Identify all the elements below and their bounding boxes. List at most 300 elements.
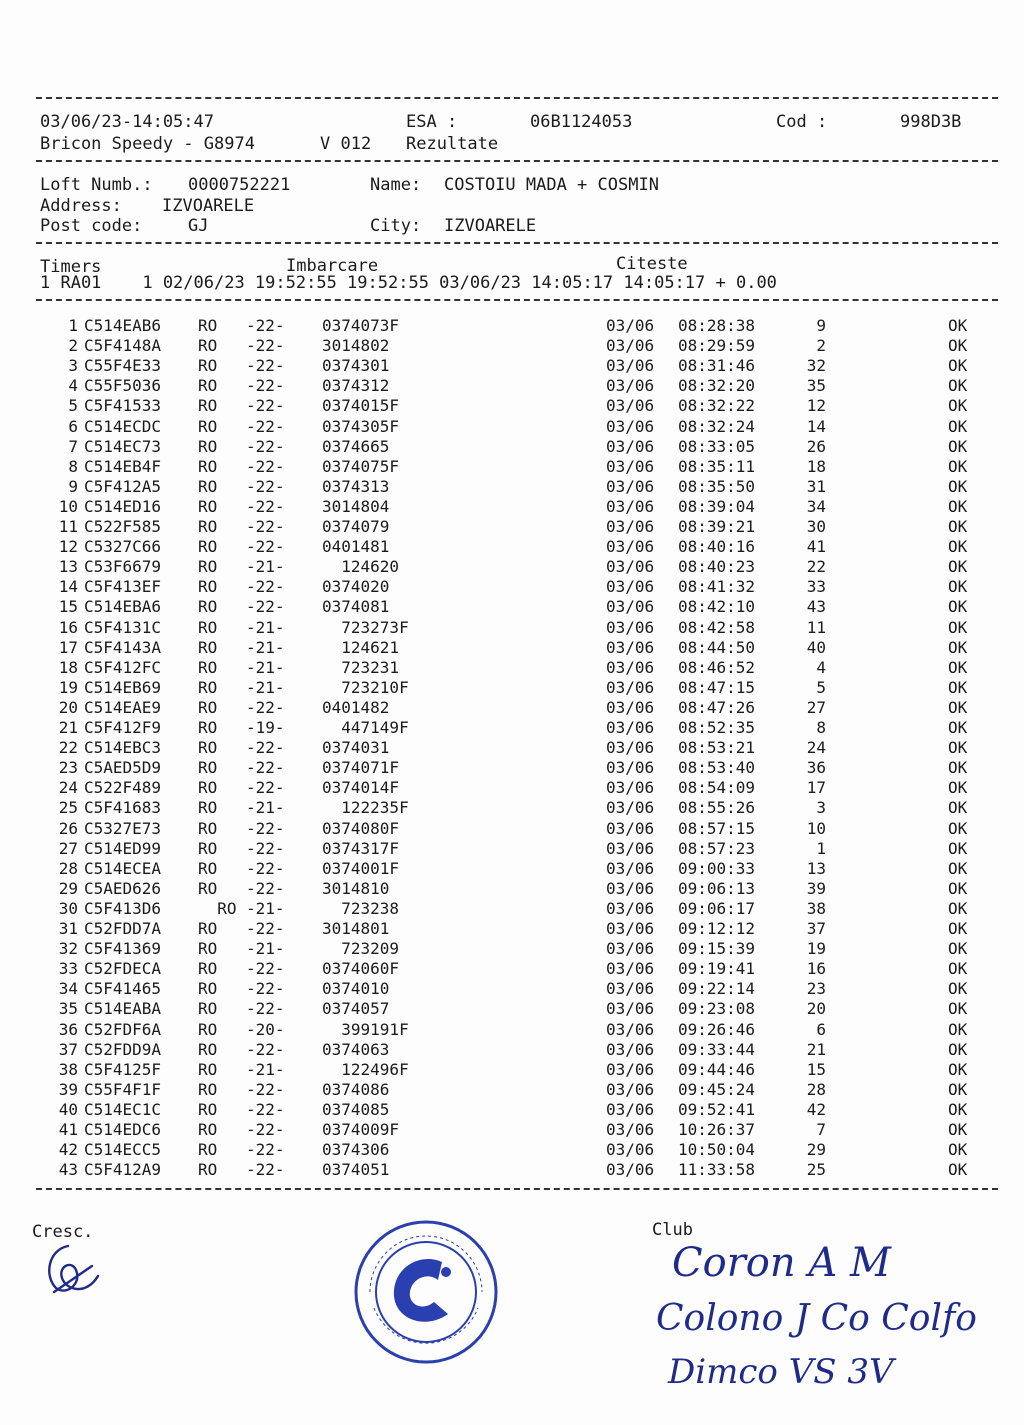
- country-code: RO: [198, 617, 218, 637]
- arrival-time: 08:57:15: [678, 818, 756, 838]
- ring-number: 0374010: [322, 979, 390, 999]
- table-row: [0, 778, 1024, 798]
- bird-rank: 21: [58, 718, 78, 737]
- basket-position: 6: [816, 1019, 826, 1039]
- table-row: [0, 477, 1024, 497]
- ring-year: -21-: [246, 1059, 285, 1079]
- status-text: OK: [948, 1099, 968, 1119]
- bird-rank: 16: [58, 617, 78, 637]
- cresc-label: Cresc.: [32, 1222, 94, 1242]
- arrival-time: 09:22:14: [678, 979, 756, 999]
- country-code: RO: [198, 637, 218, 657]
- table-row: [0, 336, 1024, 356]
- ring-year: -20-: [246, 1019, 285, 1039]
- country-code: RO: [198, 657, 218, 677]
- country-code: RO: [198, 336, 218, 356]
- arrival-date: 03/06: [606, 1099, 655, 1119]
- ring-year: -22-: [246, 778, 285, 798]
- ring-number: 0374312: [322, 376, 390, 396]
- ring-code: C5F412FC: [84, 657, 162, 677]
- table-row: [0, 597, 1024, 617]
- ring-year: -21-: [246, 939, 285, 959]
- table-row: [0, 577, 1024, 597]
- table-row: [0, 758, 1024, 778]
- basket-position: 17: [806, 778, 826, 798]
- ring-code: C53F6679: [84, 557, 162, 577]
- arrival-date: 03/06: [606, 396, 655, 416]
- basket-position: 28: [806, 1079, 826, 1099]
- bird-rank: 37: [58, 1039, 78, 1059]
- cod-value: 998D3B: [900, 112, 962, 132]
- basket-position: 38: [806, 898, 826, 918]
- separator-line: [36, 97, 998, 99]
- table-row: [0, 537, 1024, 557]
- ring-code: C5AED5D9: [84, 758, 162, 778]
- table-row: [0, 939, 1024, 959]
- ring-code: C52FDECA: [84, 959, 162, 979]
- country-code: RO: [198, 838, 218, 858]
- basket-position: 26: [806, 436, 826, 456]
- ring-code: C522F585: [84, 517, 162, 536]
- ring-year: -22-: [246, 858, 285, 878]
- arrival-time: 09:44:46: [678, 1059, 756, 1079]
- ring-year: -22-: [246, 316, 285, 335]
- ring-code: C5F41465: [84, 979, 162, 999]
- basket-position: 19: [806, 939, 826, 959]
- arrival-time: 11:33:58: [678, 1160, 756, 1180]
- country-code: RO: [198, 677, 218, 697]
- bird-rank: 7: [68, 436, 78, 456]
- ring-year: -21-: [246, 677, 285, 697]
- status-text: OK: [948, 577, 968, 597]
- arrival-time: 09:33:44: [678, 1039, 756, 1059]
- arrival-time: 08:41:32: [678, 577, 756, 597]
- status-text: OK: [948, 557, 968, 577]
- basket-position: 40: [806, 637, 826, 657]
- ring-number: 723273F: [322, 617, 409, 637]
- bird-rank: 17: [58, 637, 78, 657]
- ring-code: C514EDC6: [84, 1120, 162, 1139]
- city-label: City:: [370, 216, 422, 236]
- arrival-time: 09:26:46: [678, 1019, 756, 1039]
- bird-rank: 3: [68, 356, 78, 376]
- status-text: OK: [948, 316, 968, 335]
- report-type: Rezultate: [406, 134, 499, 154]
- basket-position: 34: [806, 496, 826, 516]
- ring-code: C514EB4F: [84, 456, 162, 476]
- postcode-value: GJ: [188, 216, 209, 236]
- arrival-time: 08:32:24: [678, 416, 756, 436]
- basket-position: 7: [816, 1120, 826, 1139]
- country-code: RO: [198, 496, 218, 516]
- country-code: RO: [198, 738, 218, 758]
- table-row: [0, 457, 1024, 477]
- ring-code: C5AED626: [84, 878, 162, 898]
- ring-code: C5F41369: [84, 939, 162, 959]
- table-row: [0, 417, 1024, 437]
- country-code: RO: [198, 858, 218, 878]
- arrival-date: 03/06: [606, 798, 655, 818]
- ring-year: -22-: [246, 758, 285, 778]
- basket-position: 10: [806, 818, 826, 838]
- bird-rank: 1: [68, 316, 78, 335]
- status-text: OK: [948, 597, 968, 617]
- bird-rank: 15: [58, 597, 78, 617]
- ring-number: 0374306: [322, 1140, 390, 1160]
- ring-number: 124621: [322, 637, 400, 657]
- basket-position: 37: [806, 919, 826, 938]
- arrival-time: 08:32:22: [678, 396, 756, 416]
- basket-position: 15: [806, 1059, 826, 1079]
- table-row: [0, 1120, 1024, 1140]
- country-code: RO: [198, 939, 218, 959]
- arrival-time: 10:50:04: [678, 1140, 756, 1160]
- device-version: V 012: [320, 134, 372, 154]
- status-text: OK: [948, 657, 968, 677]
- basket-position: 42: [806, 1099, 826, 1119]
- print-datetime: 03/06/23-14:05:47: [40, 112, 214, 132]
- basket-position: 36: [806, 758, 826, 778]
- country-code: RO: [198, 517, 218, 536]
- status-text: OK: [948, 758, 968, 778]
- table-row: [0, 919, 1024, 939]
- bird-rank: 34: [58, 979, 78, 999]
- ring-number: 0374085: [322, 1099, 390, 1119]
- table-row: [0, 1040, 1024, 1060]
- table-row: [0, 396, 1024, 416]
- arrival-date: 03/06: [606, 436, 655, 456]
- club-stamp-icon: [350, 1216, 502, 1368]
- arrival-date: 03/06: [606, 637, 655, 657]
- bird-rank: 27: [58, 838, 78, 858]
- arrival-date: 03/06: [606, 979, 655, 999]
- status-text: OK: [948, 999, 968, 1019]
- ring-year: -22-: [246, 1160, 285, 1180]
- table-row: [0, 819, 1024, 839]
- ring-year: -21-: [246, 798, 285, 818]
- bird-rank: 5: [68, 396, 78, 416]
- bird-rank: 26: [58, 818, 78, 838]
- imbarcare-label: Imbarcare: [286, 256, 379, 276]
- arrival-time: 08:33:05: [678, 436, 756, 456]
- ring-number: 0374020: [322, 577, 390, 597]
- bird-rank: 36: [58, 1019, 78, 1039]
- arrival-date: 03/06: [606, 597, 655, 617]
- arrival-time: 08:55:26: [678, 798, 756, 818]
- bird-rank: 10: [58, 496, 78, 516]
- ring-year: -22-: [246, 1099, 285, 1119]
- table-row: [0, 356, 1024, 376]
- ring-number: 0401482: [322, 697, 390, 717]
- ring-year: -22-: [246, 436, 285, 456]
- table-row: [0, 658, 1024, 678]
- basket-position: 4: [816, 657, 826, 677]
- address-label: Address:: [40, 196, 122, 216]
- arrival-date: 03/06: [606, 1039, 655, 1059]
- arrival-date: 03/06: [606, 858, 655, 878]
- ring-number: 0374063: [322, 1039, 390, 1059]
- status-text: OK: [948, 939, 968, 959]
- arrival-date: 03/06: [606, 517, 655, 536]
- ring-year: -22-: [246, 476, 285, 496]
- basket-position: 13: [806, 858, 826, 878]
- table-row: [0, 1160, 1024, 1180]
- basket-position: 35: [806, 376, 826, 396]
- bird-rank: 35: [58, 999, 78, 1019]
- ring-number: 723209: [322, 939, 400, 959]
- arrival-time: 08:32:20: [678, 376, 756, 396]
- ring-number: 3014810: [322, 878, 390, 898]
- ring-year: -22-: [246, 336, 285, 356]
- basket-position: 27: [806, 697, 826, 717]
- ring-code: C55F5036: [84, 376, 162, 396]
- ring-number: 0374014F: [322, 778, 400, 798]
- owner-name: COSTOIU MADA + COSMIN: [444, 175, 659, 195]
- ring-number: 3014801: [322, 919, 390, 938]
- bird-rank: 22: [58, 738, 78, 758]
- ring-year: -21-: [246, 617, 285, 637]
- basket-position: 14: [806, 416, 826, 436]
- status-text: OK: [948, 336, 968, 356]
- basket-position: 33: [806, 577, 826, 597]
- ring-code: C5F413D6: [84, 898, 162, 918]
- device-name: Bricon Speedy - G8974: [40, 134, 255, 154]
- ring-number: 3014804: [322, 496, 390, 516]
- basket-position: 21: [806, 1039, 826, 1059]
- bird-rank: 40: [58, 1099, 78, 1119]
- ring-number: 3014802: [322, 336, 390, 356]
- arrival-time: 09:19:41: [678, 959, 756, 979]
- ring-code: C514EC1C: [84, 1099, 162, 1119]
- bird-rank: 13: [58, 557, 78, 577]
- arrival-time: 08:42:10: [678, 597, 756, 617]
- status-text: OK: [948, 416, 968, 436]
- basket-position: 43: [806, 597, 826, 617]
- ring-year: -22-: [246, 456, 285, 476]
- arrival-time: 09:45:24: [678, 1079, 756, 1099]
- arrival-time: 08:28:38: [678, 316, 756, 335]
- ring-code: C55F4E33: [84, 356, 162, 376]
- arrival-time: 08:40:16: [678, 537, 756, 557]
- basket-position: 12: [806, 396, 826, 416]
- ring-code: C514EBC3: [84, 738, 162, 758]
- ring-code: C52FDD7A: [84, 919, 162, 938]
- bird-rank: 28: [58, 858, 78, 878]
- ring-number: 0374305F: [322, 416, 400, 436]
- country-code: RO: [198, 1140, 218, 1160]
- ring-code: C514ED16: [84, 496, 162, 516]
- country-code: RO: [198, 1099, 218, 1119]
- ring-number: 0374009F: [322, 1120, 400, 1139]
- citeste-label: Citeste: [616, 254, 688, 274]
- country-code: RO: [198, 697, 218, 717]
- arrival-date: 03/06: [606, 617, 655, 637]
- ring-number: 122235F: [322, 798, 409, 818]
- ring-number: 0374073F: [322, 316, 400, 335]
- ring-code: C5F4131C: [84, 617, 162, 637]
- city-value: IZVOARELE: [444, 216, 537, 236]
- status-text: OK: [948, 898, 968, 918]
- country-code: RO: [198, 979, 218, 999]
- ring-code: C514EAE9: [84, 697, 162, 717]
- country-code: RO: [198, 557, 218, 577]
- arrival-date: 03/06: [606, 496, 655, 516]
- handwritten-line-2: Colono J Co Colfo: [656, 1298, 977, 1339]
- bird-rank: 2: [68, 336, 78, 356]
- ring-number: 124620: [322, 557, 400, 577]
- ring-code: C5F412A5: [84, 476, 162, 496]
- arrival-date: 03/06: [606, 557, 655, 577]
- ring-year: -22-: [246, 597, 285, 617]
- bird-rank: 38: [58, 1059, 78, 1079]
- bird-rank: 30: [58, 898, 78, 918]
- ring-code: C5F412F9: [84, 718, 162, 737]
- status-text: OK: [948, 919, 968, 938]
- country-code: RO: [198, 1019, 218, 1039]
- bird-rank: 41: [58, 1120, 78, 1139]
- country-code: RO: [198, 818, 218, 838]
- table-row: [0, 638, 1024, 658]
- ring-year: -22-: [246, 738, 285, 758]
- ring-year: -22-: [246, 376, 285, 396]
- ring-number: 0374081: [322, 597, 390, 617]
- arrival-time: 09:00:33: [678, 858, 756, 878]
- timers-label: Timers: [40, 257, 102, 277]
- ring-code: C514ECC5: [84, 1140, 162, 1160]
- table-row: [0, 698, 1024, 718]
- bird-rank: 14: [58, 577, 78, 597]
- ring-year: -21-: [246, 637, 285, 657]
- arrival-time: 08:52:35: [678, 718, 756, 737]
- table-row: [0, 959, 1024, 979]
- country-code: RO: [198, 898, 237, 918]
- arrival-time: 10:26:37: [678, 1120, 756, 1139]
- country-code: RO: [198, 1079, 218, 1099]
- ring-year: -22-: [246, 878, 285, 898]
- esa-value: 06B1124053: [530, 112, 633, 132]
- basket-position: 23: [806, 979, 826, 999]
- status-text: OK: [948, 1019, 968, 1039]
- separator-line: [36, 1188, 998, 1190]
- status-text: OK: [948, 1120, 968, 1139]
- country-code: RO: [198, 878, 218, 898]
- bird-rank: 11: [58, 517, 78, 536]
- arrival-date: 03/06: [606, 718, 655, 737]
- basket-position: 20: [806, 999, 826, 1019]
- ring-year: -19-: [246, 718, 285, 737]
- country-code: RO: [198, 1120, 218, 1139]
- arrival-time: 09:12:12: [678, 919, 756, 938]
- ring-year: -22-: [246, 1079, 285, 1099]
- arrival-date: 03/06: [606, 356, 655, 376]
- ring-year: -22-: [246, 517, 285, 536]
- ring-year: -21-: [246, 898, 285, 918]
- bird-rank: 9: [68, 476, 78, 496]
- ring-number: 0374080F: [322, 818, 400, 838]
- ring-code: C5F4125F: [84, 1059, 162, 1079]
- arrival-time: 08:39:04: [678, 496, 756, 516]
- ring-year: -22-: [246, 356, 285, 376]
- status-text: OK: [948, 697, 968, 717]
- ring-number: 723231: [322, 657, 400, 677]
- status-text: OK: [948, 878, 968, 898]
- ring-year: -22-: [246, 818, 285, 838]
- table-row: [0, 437, 1024, 457]
- breeder-signature-icon: [36, 1236, 106, 1306]
- table-row: [0, 618, 1024, 638]
- arrival-date: 03/06: [606, 677, 655, 697]
- ring-number: 0374665: [322, 436, 390, 456]
- ring-year: -22-: [246, 1140, 285, 1160]
- ring-number: 0374079: [322, 517, 390, 536]
- basket-position: 8: [816, 718, 826, 737]
- separator-line: [36, 242, 998, 244]
- arrival-time: 08:53:40: [678, 758, 756, 778]
- ring-number: 0374313: [322, 476, 390, 496]
- handwritten-line-1: Coron A M: [672, 1240, 891, 1286]
- arrival-date: 03/06: [606, 758, 655, 778]
- ring-number: 0374075F: [322, 456, 400, 476]
- ring-code: C5F41533: [84, 396, 162, 416]
- table-row: [0, 678, 1024, 698]
- status-text: OK: [948, 738, 968, 758]
- ring-code: C514EBA6: [84, 597, 162, 617]
- status-text: OK: [948, 517, 968, 536]
- arrival-date: 03/06: [606, 657, 655, 677]
- basket-position: 1: [816, 838, 826, 858]
- arrival-time: 08:35:11: [678, 456, 756, 476]
- arrival-date: 03/06: [606, 456, 655, 476]
- table-row: [0, 879, 1024, 899]
- status-text: OK: [948, 456, 968, 476]
- status-text: OK: [948, 476, 968, 496]
- ring-code: C52FDF6A: [84, 1019, 162, 1039]
- bird-rank: 24: [58, 778, 78, 798]
- arrival-date: 03/06: [606, 778, 655, 798]
- country-code: RO: [198, 476, 218, 496]
- status-text: OK: [948, 1160, 968, 1180]
- status-text: OK: [948, 979, 968, 999]
- basket-position: 3: [816, 798, 826, 818]
- ring-number: 0374001F: [322, 858, 400, 878]
- table-row: [0, 557, 1024, 577]
- basket-position: 41: [806, 537, 826, 557]
- ring-code: C514EAB6: [84, 316, 162, 335]
- status-text: OK: [948, 778, 968, 798]
- basket-position: 22: [806, 557, 826, 577]
- bird-rank: 12: [58, 537, 78, 557]
- arrival-time: 08:47:15: [678, 677, 756, 697]
- ring-code: C5F4143A: [84, 637, 162, 657]
- basket-position: 16: [806, 959, 826, 979]
- country-code: RO: [198, 416, 218, 436]
- arrival-date: 03/06: [606, 1079, 655, 1099]
- arrival-date: 03/06: [606, 1140, 655, 1160]
- basket-position: 5: [816, 677, 826, 697]
- arrival-time: 08:35:50: [678, 476, 756, 496]
- separator-line: [36, 299, 998, 301]
- table-row: [0, 999, 1024, 1019]
- bird-rank: 31: [58, 919, 78, 938]
- table-row: [0, 517, 1024, 537]
- country-code: RO: [198, 316, 218, 335]
- status-text: OK: [948, 818, 968, 838]
- status-text: OK: [948, 537, 968, 557]
- table-row: [0, 497, 1024, 517]
- ring-year: -22-: [246, 959, 285, 979]
- arrival-time: 09:52:41: [678, 1099, 756, 1119]
- arrival-date: 03/06: [606, 919, 655, 938]
